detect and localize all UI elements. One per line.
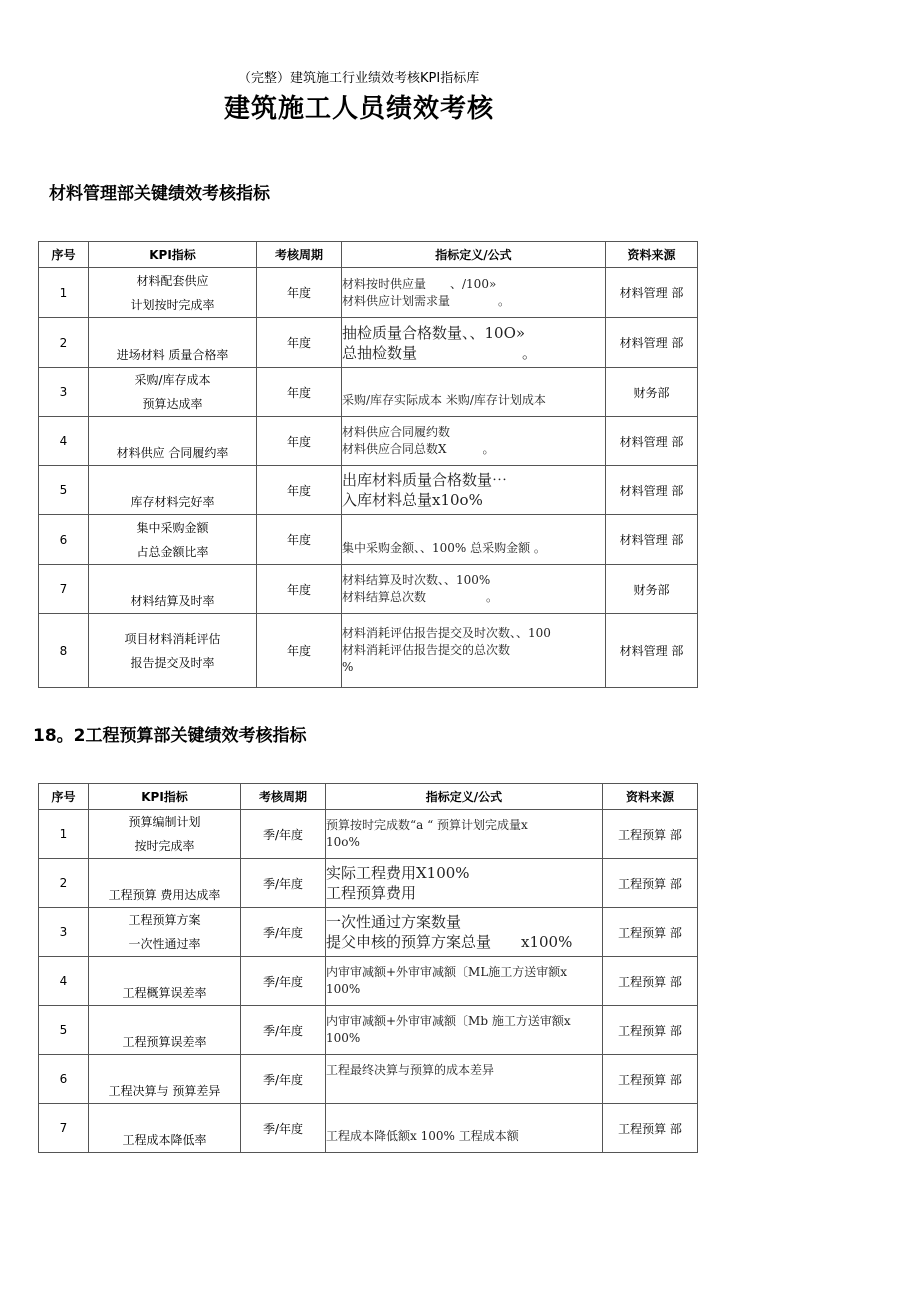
kpi-formula bbox=[326, 1006, 603, 1055]
table-row bbox=[39, 466, 698, 515]
kpi-name-line1 bbox=[89, 417, 256, 441]
formula-line-1: 预算按时完成数“a “ 预算计划完成量x bbox=[326, 818, 528, 832]
document-title: 建筑施工人员绩效考核 bbox=[224, 94, 495, 124]
col-formula: 指标定义/公式 bbox=[342, 242, 606, 268]
kpi-name-line1 bbox=[89, 466, 256, 490]
kpi-name-line2: 预算达成率 bbox=[142, 397, 203, 411]
kpi-name bbox=[89, 614, 257, 688]
table-row bbox=[39, 908, 698, 957]
formula-line-1 bbox=[342, 375, 605, 392]
col-no: 序号 bbox=[39, 784, 89, 810]
formula-line-2: 工程成本降低额x 100% 工程成本额 bbox=[326, 1129, 519, 1143]
data-source: 工程预算 部 bbox=[603, 1104, 698, 1153]
kpi-name-line1 bbox=[89, 957, 240, 981]
col-kpi: KPI指标 bbox=[89, 242, 257, 268]
kpi-formula bbox=[342, 318, 606, 368]
formula-line-2: 100% bbox=[326, 1031, 361, 1045]
kpi-name bbox=[89, 957, 241, 1006]
formula-line-1: 材料供应合同履约数 bbox=[342, 425, 451, 439]
kpi-name-line1 bbox=[89, 859, 240, 883]
table-row bbox=[39, 614, 698, 688]
formula-line-1: 内审审减额+外审审减额〔Mb 施工方送审额x bbox=[326, 1014, 571, 1028]
kpi-name bbox=[89, 908, 241, 957]
formula-line-2: 材料供应合同总数X 。 bbox=[342, 442, 495, 456]
table-header-row bbox=[39, 784, 698, 810]
kpi-name-line2: 材料供应 合同履约率 bbox=[116, 446, 229, 460]
section1-heading: 材料管理部关键绩效考核指标 bbox=[49, 184, 270, 204]
kpi-formula bbox=[342, 417, 606, 466]
data-source: 工程预算 部 bbox=[603, 859, 698, 908]
assessment-cycle: 季/年度 bbox=[241, 1006, 326, 1055]
kpi-formula bbox=[326, 1055, 603, 1104]
document-pretitle: （完整）建筑施工行业绩效考核KPI指标库 bbox=[238, 71, 480, 86]
row-number: 6 bbox=[39, 515, 89, 565]
formula-line-2: 提父申核的预算方案总量 x100% bbox=[326, 933, 573, 951]
kpi-name bbox=[89, 417, 257, 466]
kpi-name-line2: 计划按时完成率 bbox=[130, 297, 215, 312]
row-number: 6 bbox=[39, 1055, 89, 1104]
row-number: 1 bbox=[39, 810, 89, 859]
data-source: 材料管理 部 bbox=[606, 318, 698, 368]
kpi-formula bbox=[342, 515, 606, 565]
row-number: 8 bbox=[39, 614, 89, 688]
table-row bbox=[39, 318, 698, 368]
formula-line-2 bbox=[326, 1079, 602, 1096]
data-source: 材料管理 部 bbox=[606, 614, 698, 688]
col-kpi: KPI指标 bbox=[89, 784, 241, 810]
data-source: 工程预算 部 bbox=[603, 1055, 698, 1104]
kpi-name bbox=[89, 1006, 241, 1055]
formula-line-3: % bbox=[342, 660, 354, 674]
table-row bbox=[39, 368, 698, 417]
data-source: 财务部 bbox=[606, 368, 698, 417]
formula-line-2: 材料结算总次数 。 bbox=[342, 590, 499, 604]
formula-line-1 bbox=[342, 523, 605, 540]
data-source: 工程预算 部 bbox=[603, 1006, 698, 1055]
table-row bbox=[39, 417, 698, 466]
kpi-name-line1 bbox=[89, 1006, 240, 1030]
formula-line-1: 内审审减额+外审审减额〔ML施工方送审额x bbox=[326, 965, 568, 979]
formula-line-2: 材料供应计划需求量 。 bbox=[342, 293, 511, 308]
kpi-name-line2: 工程预算 费用达成率 bbox=[108, 888, 221, 902]
kpi-name bbox=[89, 318, 257, 368]
kpi-formula bbox=[342, 466, 606, 515]
formula-line-2: 集中采购金额、、100% 总采购金额 。 bbox=[342, 540, 546, 555]
kpi-name-line1: 采购/库存成本 bbox=[134, 373, 211, 387]
row-number: 4 bbox=[39, 417, 89, 466]
kpi-formula bbox=[326, 1104, 603, 1153]
kpi-name-line1 bbox=[89, 1055, 240, 1079]
row-number: 3 bbox=[39, 368, 89, 417]
data-source: 材料管理 部 bbox=[606, 268, 698, 318]
assessment-cycle: 年度 bbox=[257, 368, 342, 417]
row-number: 1 bbox=[39, 268, 89, 318]
col-source: 资料来源 bbox=[606, 242, 698, 268]
col-cycle: 考核周期 bbox=[257, 242, 342, 268]
formula-line-2: 10o% bbox=[326, 835, 360, 849]
kpi-name-line1 bbox=[89, 1104, 240, 1128]
formula-line-1: 一次性通过方案数量 bbox=[326, 913, 462, 931]
row-number: 7 bbox=[39, 565, 89, 614]
formula-line-1: 工程最终决算与预算的成本差异 bbox=[326, 1063, 495, 1077]
kpi-formula bbox=[326, 908, 603, 957]
row-number: 4 bbox=[39, 957, 89, 1006]
table-row bbox=[39, 1055, 698, 1104]
table-row bbox=[39, 859, 698, 908]
table-row bbox=[39, 1104, 698, 1153]
table-row bbox=[39, 268, 698, 318]
data-source: 工程预算 部 bbox=[603, 957, 698, 1006]
formula-line-2: 工程预算费用 bbox=[326, 884, 417, 902]
data-source: 工程预算 部 bbox=[603, 810, 698, 859]
budget-kpi-table bbox=[38, 783, 698, 1153]
col-cycle: 考核周期 bbox=[241, 784, 326, 810]
formula-line-2: 100% bbox=[326, 982, 361, 996]
kpi-name-line2: 工程决算与 预算差异 bbox=[108, 1084, 221, 1098]
section2-heading: 18。2工程预算部关键绩效考核指标 bbox=[33, 726, 307, 746]
formula-line-2: 采购/库存实际成本 米购/库存计划成本 bbox=[342, 393, 546, 407]
kpi-name-line1: 项目材料消耗评估 bbox=[124, 631, 221, 646]
formula-line-1 bbox=[326, 1111, 602, 1128]
kpi-name-line2: 工程概算误差率 bbox=[122, 986, 207, 1000]
kpi-formula bbox=[326, 957, 603, 1006]
assessment-cycle: 年度 bbox=[257, 417, 342, 466]
kpi-formula bbox=[326, 810, 603, 859]
formula-line-2: 总抽检数量 。 bbox=[342, 343, 538, 362]
kpi-name-line2: 工程预算误差率 bbox=[122, 1035, 207, 1049]
assessment-cycle: 季/年度 bbox=[241, 957, 326, 1006]
kpi-formula bbox=[342, 565, 606, 614]
kpi-name-line2: 工程成本降低率 bbox=[122, 1133, 207, 1147]
assessment-cycle: 季/年度 bbox=[241, 810, 326, 859]
table-row bbox=[39, 1006, 698, 1055]
data-source: 财务部 bbox=[606, 565, 698, 614]
kpi-name-line2: 一次性通过率 bbox=[128, 937, 201, 951]
kpi-name-line2: 库存材料完好率 bbox=[130, 495, 215, 509]
kpi-formula bbox=[342, 268, 606, 318]
kpi-name bbox=[89, 810, 241, 859]
kpi-name-line2: 按时完成率 bbox=[134, 839, 195, 853]
kpi-name bbox=[89, 1104, 241, 1153]
assessment-cycle: 年度 bbox=[257, 614, 342, 688]
kpi-name bbox=[89, 1055, 241, 1104]
formula-line-1: 材料结算及时次数、、100% bbox=[342, 573, 491, 587]
kpi-name-line1: 工程预算方案 bbox=[128, 913, 201, 927]
assessment-cycle: 年度 bbox=[257, 565, 342, 614]
kpi-name bbox=[89, 268, 257, 318]
kpi-name bbox=[89, 368, 257, 417]
kpi-formula bbox=[342, 368, 606, 417]
materials-kpi-table bbox=[38, 241, 698, 688]
kpi-name-line1 bbox=[89, 319, 256, 343]
kpi-formula bbox=[342, 614, 606, 688]
assessment-cycle: 季/年度 bbox=[241, 859, 326, 908]
assessment-cycle: 季/年度 bbox=[241, 908, 326, 957]
row-number: 5 bbox=[39, 1006, 89, 1055]
kpi-name bbox=[89, 859, 241, 908]
table-header-row bbox=[39, 242, 698, 268]
kpi-name-line2: 材料结算及时率 bbox=[130, 594, 215, 608]
table-row bbox=[39, 515, 698, 565]
row-number: 7 bbox=[39, 1104, 89, 1153]
assessment-cycle: 年度 bbox=[257, 318, 342, 368]
table-row bbox=[39, 565, 698, 614]
assessment-cycle: 季/年度 bbox=[241, 1104, 326, 1153]
formula-line-1: 实际工程费用X100% bbox=[326, 864, 470, 882]
assessment-cycle: 年度 bbox=[257, 515, 342, 565]
data-source: 材料管理 部 bbox=[606, 466, 698, 515]
formula-line-1: 出库材料质量合格数量⋯ bbox=[342, 471, 508, 489]
kpi-name-line1: 预算编制计划 bbox=[128, 815, 201, 829]
row-number: 5 bbox=[39, 466, 89, 515]
formula-line-1: 材料按时供应量 、/100» bbox=[342, 276, 497, 291]
row-number: 3 bbox=[39, 908, 89, 957]
data-source: 材料管理 部 bbox=[606, 515, 698, 565]
table-row bbox=[39, 957, 698, 1006]
kpi-name-line2: 报告提交及时率 bbox=[130, 655, 215, 670]
kpi-name bbox=[89, 565, 257, 614]
kpi-name-line1 bbox=[89, 565, 256, 589]
data-source: 工程预算 部 bbox=[603, 908, 698, 957]
assessment-cycle: 季/年度 bbox=[241, 1055, 326, 1104]
kpi-formula bbox=[326, 859, 603, 908]
assessment-cycle: 年度 bbox=[257, 466, 342, 515]
kpi-name bbox=[89, 515, 257, 565]
assessment-cycle: 年度 bbox=[257, 268, 342, 318]
kpi-name bbox=[89, 466, 257, 515]
data-source: 材料管理 部 bbox=[606, 417, 698, 466]
formula-line-1: 抽检质量合格数量、、10O» bbox=[342, 323, 526, 342]
kpi-name-line1: 材料配套供应 bbox=[136, 273, 209, 288]
formula-line-2: 材料消耗评估报告提交的总次数 bbox=[342, 643, 511, 657]
table-row bbox=[39, 810, 698, 859]
kpi-name-line2: 占总金额比率 bbox=[136, 544, 209, 559]
row-number: 2 bbox=[39, 318, 89, 368]
col-source: 资料来源 bbox=[603, 784, 698, 810]
row-number: 2 bbox=[39, 859, 89, 908]
kpi-name-line1: 集中采购金额 bbox=[136, 520, 209, 535]
kpi-name-line2: 进场材料 质量合格率 bbox=[116, 347, 229, 362]
formula-line-2: 入库材料总量x10o% bbox=[342, 491, 483, 509]
col-formula: 指标定义/公式 bbox=[326, 784, 603, 810]
formula-line-1: 材料消耗评估报告提交及时次数、、100 bbox=[342, 626, 551, 640]
col-no: 序号 bbox=[39, 242, 89, 268]
